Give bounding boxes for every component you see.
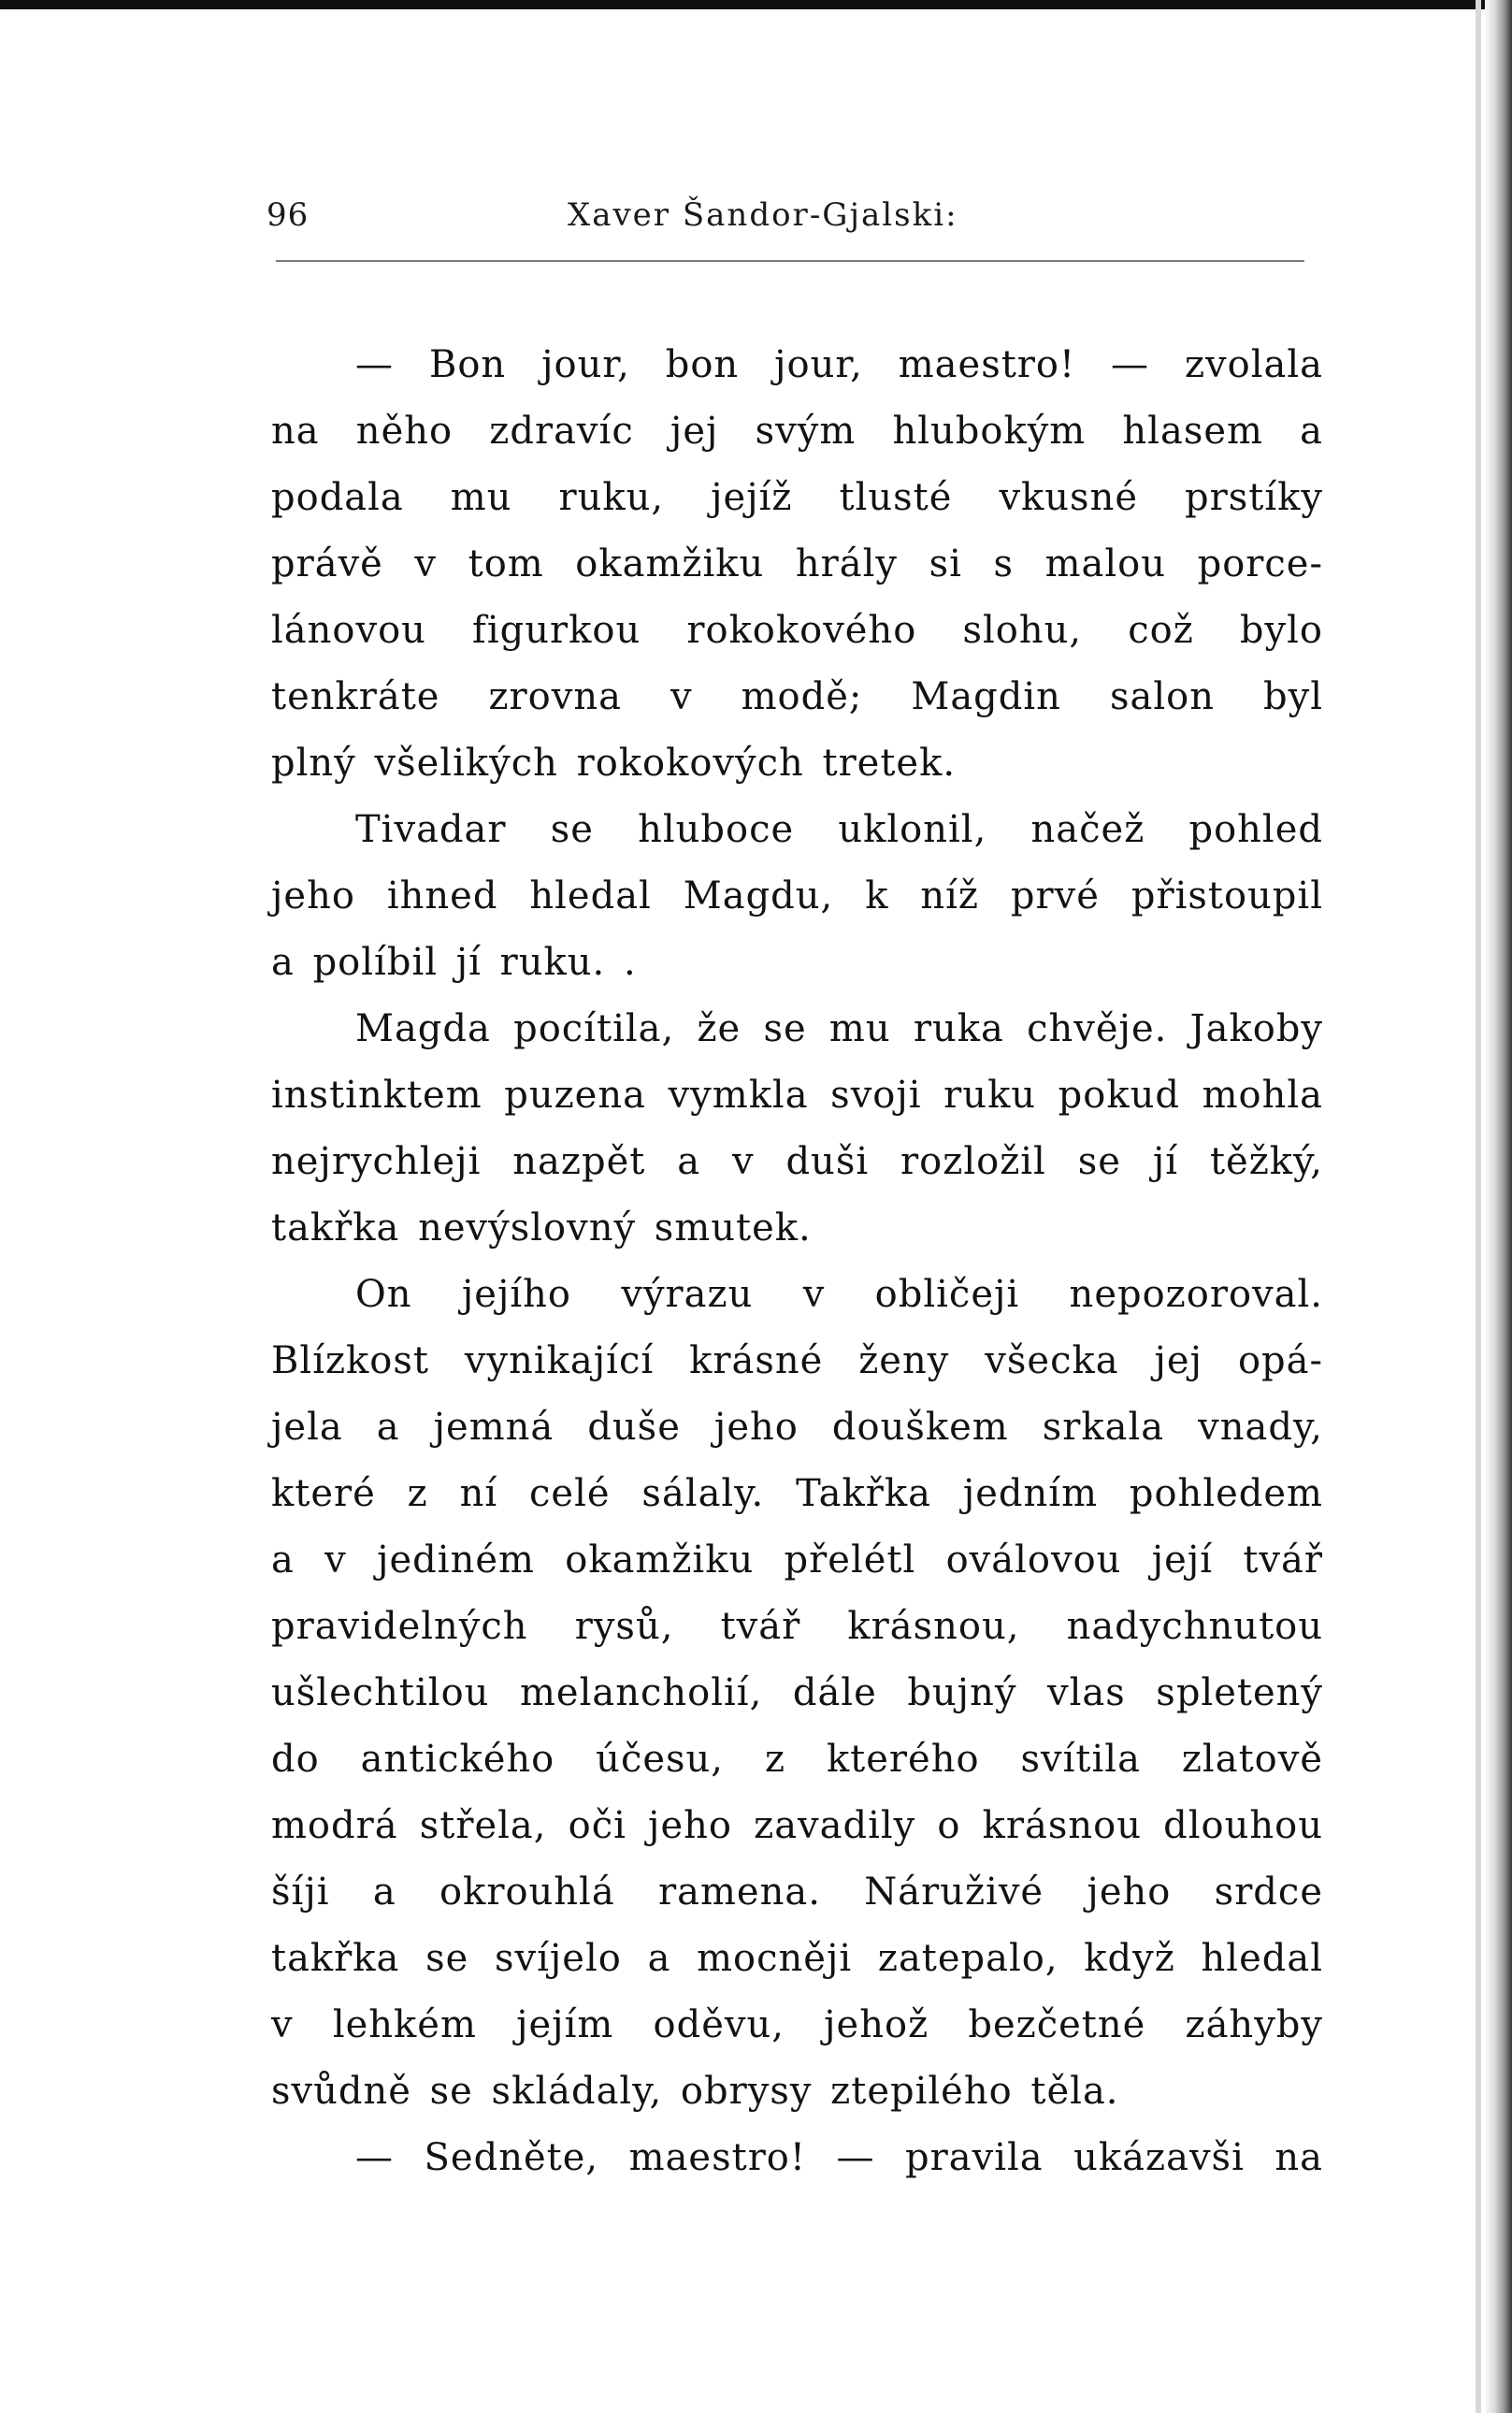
text-line: pravidelných rysů, tvář krásnou, nadychnutou [271,1605,1323,1648]
body-text [271,332,1323,2191]
page-number: 96 [266,196,310,234]
text-line: jela a jemná duše jeho douškem srkala vnady, [271,1406,1323,1449]
text-line: Blízkost vynikající krásné ženy všecka jej opá- [271,1339,1323,1382]
header-rule [276,260,1304,262]
scan-top-border [0,0,1512,9]
text-line: instinktem puzena vymkla svoji ruku pokud mohla [271,1074,1323,1117]
text-line: takřka nevýslovný smutek. [271,1206,812,1250]
page-header [266,196,1318,253]
text-line: jeho ihned hledal Magdu, k níž prvé přistoupil [271,874,1323,918]
text-line: tenkráte zrovna v modě; Magdin salon byl [271,675,1323,718]
text-line: svůdně se skládaly, obrysy ztepilého těla. [271,2070,1119,2113]
text-line: — Bon jour, bon jour, maestro! — zvolala [355,343,1323,386]
text-line: plný všelikých rokokových tretek. [271,742,957,785]
text-line: do antického účesu, z kterého svítila zlatově [271,1738,1323,1781]
text-line: které z ní celé sálaly. Takřka jedním pohledem [271,1472,1323,1515]
text-line: šíji a okrouhlá ramena. Náruživé jeho srdce [271,1871,1323,1914]
text-line: a políbil jí ruku. . [271,941,637,984]
text-line: právě v tom okamžiku hrály si s malou porce- [271,542,1323,585]
text-line: na něho zdravíc jej svým hlubokým hlasem a [271,410,1323,453]
text-line: takřka se svíjelo a mocněji zatepalo, když hledal [271,1937,1323,1980]
running-head: Xaver Šandor-Gjalski: [568,196,958,234]
text-line: podala mu ruku, jejíž tlusté vkusné prstíky [271,476,1323,519]
text-line: ušlechtilou melancholií, dále bujný vlas spletený [271,1671,1323,1714]
text-line: Magda pocítila, že se mu ruka chvěje. Jakoby [355,1007,1323,1050]
text-line: On jejího výrazu v obličeji nepozoroval. [355,1273,1323,1316]
page-edge-shadow [1476,0,1481,2413]
book-binding-edge [1485,0,1512,2413]
text-line: a v jediném okamžiku přelétl oválovou její tvář [271,1539,1323,1582]
text-line: Tivadar se hluboce uklonil, načež pohled [355,808,1323,851]
text-line: nejrychleji nazpět a v duši rozložil se jí těžký, [271,1140,1323,1183]
text-line: modrá střela, oči jeho zavadily o krásnou dlouhou [271,1804,1323,1847]
text-line: — Sedněte, maestro! — pravila ukázavši na [355,2136,1323,2179]
text-line: lánovou figurkou rokokového slohu, což bylo [271,609,1323,652]
text-line: v lehkém jejím oděvu, jehož bezčetné záhyby [271,2003,1323,2046]
